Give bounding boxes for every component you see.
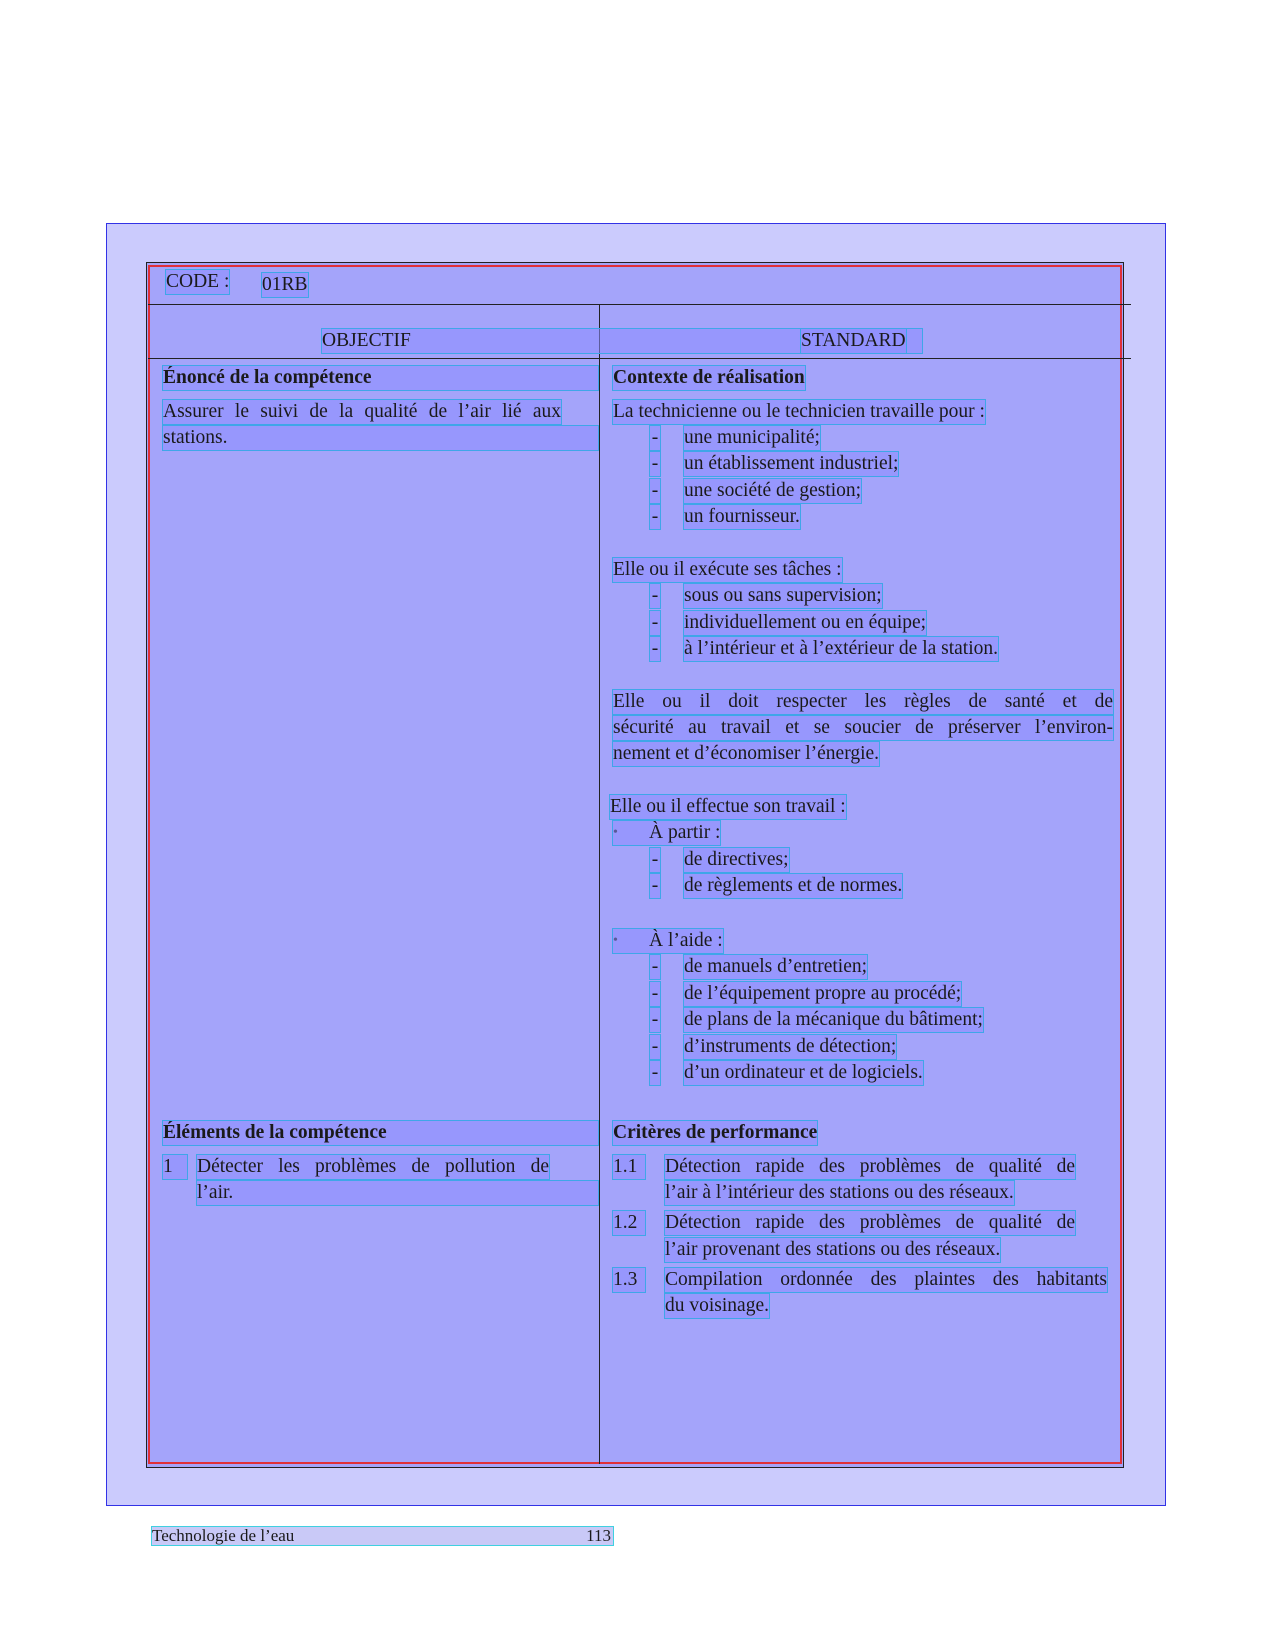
list-b-dash: - bbox=[651, 1009, 659, 1030]
list1-item: un fournisseur. bbox=[684, 506, 800, 527]
list1-dash: - bbox=[651, 506, 659, 527]
list2-dash: - bbox=[651, 612, 659, 633]
list1-item: une municipalité; bbox=[684, 427, 820, 448]
code-row-divider bbox=[148, 304, 1131, 305]
list1-dash: - bbox=[651, 480, 659, 501]
list-b-dash: - bbox=[651, 956, 659, 977]
sante-paragraph-line3: nement et d’économiser l’énergie. bbox=[613, 743, 880, 764]
list1-dash: - bbox=[651, 427, 659, 448]
bullet-a-label: À partir : bbox=[613, 821, 720, 845]
header-row-divider bbox=[148, 358, 1131, 359]
critere-number: 1.3 bbox=[613, 1268, 645, 1292]
sante-paragraph-line2: sécurité au travail et se soucier de préserver l’environ- bbox=[613, 717, 1113, 738]
list2-item: individuellement ou en équipe; bbox=[684, 612, 927, 633]
list1-item: une société de gestion; bbox=[684, 480, 862, 501]
list-a-dash: - bbox=[651, 875, 659, 896]
contexte-title: Contexte de réalisation bbox=[613, 367, 805, 388]
list-b-item: d’instruments de détection; bbox=[684, 1036, 897, 1057]
list2-item: à l’intérieur et à l’extérieur de la station. bbox=[684, 638, 999, 659]
critere-line: Détection rapide des problèmes de qualité de bbox=[665, 1212, 1075, 1233]
critere-line: l’air à l’intérieur des stations ou des réseaux. bbox=[665, 1182, 1014, 1203]
list-b-dash: - bbox=[651, 1036, 659, 1057]
list-b-item: de l’équipement propre au procédé; bbox=[684, 983, 962, 1004]
element-1-line1: Détecter les problèmes de pollution de bbox=[197, 1156, 549, 1177]
list2-dash: - bbox=[651, 585, 659, 606]
code-label: CODE : bbox=[166, 271, 230, 292]
list2-dash: - bbox=[651, 638, 659, 659]
critere-line: du voisinage. bbox=[665, 1295, 769, 1316]
critere-number: 1.1 bbox=[613, 1155, 645, 1179]
list-b-item: de plans de la mécanique du bâtiment; bbox=[684, 1009, 983, 1030]
enonce-text-line1: Assurer le suivi de la qualité de l’air lié aux bbox=[163, 401, 561, 422]
list-b-dash: - bbox=[651, 1062, 659, 1083]
code-value: 01RB bbox=[262, 274, 308, 295]
critere-line: Compilation ordonnée des plaintes des habitants bbox=[665, 1269, 1107, 1290]
bullet-b-label: À l’aide : bbox=[613, 929, 723, 953]
list-b-item: de manuels d’entretien; bbox=[684, 956, 868, 977]
footer-title: Technologie de l’eau bbox=[152, 1526, 295, 1545]
enonce-title: Énoncé de la compétence bbox=[163, 366, 598, 390]
contexte-intro: La technicienne ou le technicien travaille pour : bbox=[613, 401, 985, 422]
list-a-dash: - bbox=[651, 849, 659, 870]
list2-item: sous ou sans supervision; bbox=[684, 585, 882, 606]
list-a-item: de règlements et de normes. bbox=[684, 875, 903, 896]
page-footer bbox=[152, 1527, 613, 1545]
list-a-item: de directives; bbox=[684, 849, 789, 870]
column-divider bbox=[599, 304, 600, 1464]
page-number: 113 bbox=[586, 1526, 611, 1545]
objectif-header: OBJECTIF bbox=[322, 329, 922, 353]
travail-intro: Elle ou il effectue son travail : bbox=[610, 796, 846, 817]
critere-line: Détection rapide des problèmes de qualité de bbox=[665, 1156, 1075, 1177]
critere-number: 1.2 bbox=[613, 1211, 645, 1235]
element-1-number: 1 bbox=[163, 1155, 187, 1179]
list-b-dash: - bbox=[651, 983, 659, 1004]
sante-paragraph-line1: Elle ou il doit respecter les règles de santé et de bbox=[613, 691, 1113, 712]
list1-dash: - bbox=[651, 453, 659, 474]
list1-item: un établissement industriel; bbox=[684, 453, 899, 474]
elements-title: Éléments de la compétence bbox=[163, 1121, 598, 1145]
taches-intro: Elle ou il exécute ses tâches : bbox=[613, 559, 842, 580]
standard-header: STANDARD bbox=[801, 330, 906, 351]
criteres-title: Critères de performance bbox=[613, 1122, 818, 1143]
critere-line: l’air provenant des stations ou des réseaux. bbox=[665, 1239, 1001, 1260]
list-b-item: d’un ordinateur et de logiciels. bbox=[684, 1062, 923, 1083]
element-1-line2: l’air. bbox=[197, 1181, 598, 1205]
enonce-text-line2: stations. bbox=[163, 426, 598, 450]
